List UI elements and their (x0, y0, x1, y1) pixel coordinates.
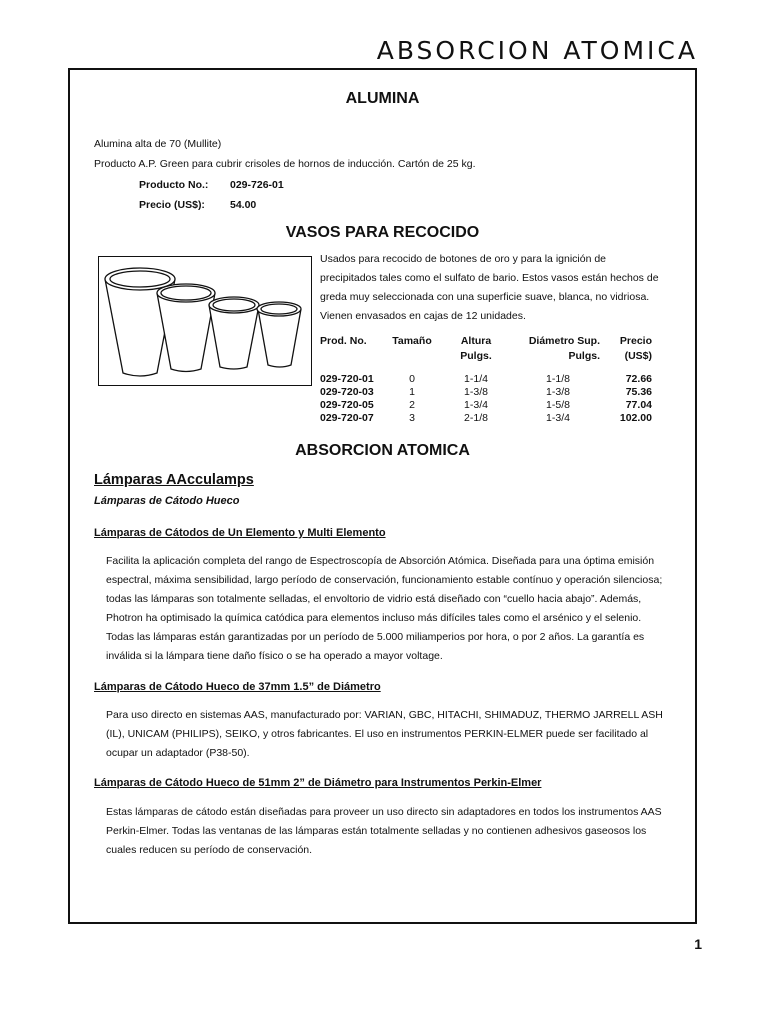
cell-tamano: 3 (409, 411, 415, 424)
lamps-title: Lámparas AAcculamps (94, 472, 254, 488)
col-altura: Altura Pulgs. (460, 335, 492, 362)
content-frame (68, 68, 697, 924)
cell-prod-no: 029-720-03 (320, 385, 374, 398)
cell-altura: 1-3/4 (464, 398, 488, 411)
text-line: Facilita la aplicación completa del rango de Espectroscopía de Absorción Atómica. Diseñada para una óptima emisión (106, 555, 655, 567)
text-line: cuales reducen su período de conservación. (106, 844, 313, 856)
cell-altura: 2-1/8 (464, 411, 488, 424)
product-number-label: Producto No.: (139, 179, 209, 191)
text-line: espectral, máxima sensibilidad, largo período de conservación, funcionamiento estable contínuo y operación silenciosa; (106, 574, 663, 586)
text-line: Photron ha optimisado la química catódica para elementos incluso más difíciles tales como el arsénico y el selenio. (106, 612, 642, 624)
cell-precio: 72.66 (625, 372, 652, 385)
cell-prod-no: 029-720-01 (320, 372, 374, 385)
cell-diametro: 1-1/8 (546, 372, 570, 385)
section-2-title: Lámparas de Cátodo Hueco de 37mm 1.5” de Diámetro (94, 681, 381, 693)
section-1-text (106, 552, 662, 666)
product-number-value: 029-726-01 (230, 179, 284, 191)
cups-icon (99, 257, 311, 385)
cell-altura: 1-3/8 (464, 385, 488, 398)
text-line: Estas lámparas de cátodo están diseñadas para proveer un uso directo sin adaptadores en todos los instrumentos AAS (106, 806, 662, 818)
text-line: ocupar un adaptador (P38-50). (106, 747, 250, 759)
price-value: 54.00 (230, 199, 257, 211)
section-3-title: Lámparas de Cátodo Hueco de 51mm 2” de Diámetro para Instrumentos Perkin-Elmer (94, 777, 542, 789)
absorcion-heading: ABSORCION ATOMICA (295, 442, 470, 459)
text-line: inválida si la lámpara tiene daño físico o se ha operado a mayor voltage. (106, 650, 443, 662)
alumina-line-2: Producto A.P. Green para cubrir crisoles de hornos de inducción. Cartón de 25 kg. (94, 158, 476, 170)
section-1-title: Lámparas de Cátodos de Un Elemento y Multi Elemento (94, 527, 386, 539)
cell-precio: 102.00 (619, 411, 652, 424)
cell-altura: 1-1/4 (464, 372, 488, 385)
cell-precio: 75.36 (625, 385, 652, 398)
cell-prod-no: 029-720-07 (320, 411, 374, 424)
alumina-line-1: Alumina alta de 70 (Mullite) (94, 138, 222, 150)
cell-tamano: 1 (409, 385, 415, 398)
text-line: Todas las lámparas están garantizadas por un período de 5.000 miliamperios por hora, o por 2 años. La garantía es (106, 631, 645, 643)
table-row (320, 372, 652, 385)
cell-prod-no: 029-720-05 (320, 398, 374, 411)
text-line: (IL), UNICAM (PHILIPS), SEIKO, y otros fabricantes. El uso en instrumentos PERKIN-ELMER puede ser facilitado al (106, 728, 649, 740)
col-prod-no: Prod. No. (320, 335, 367, 347)
lamps-subtitle: Lámparas de Cátodo Hueco (94, 495, 240, 507)
vasos-desc-line: Usados para recocido de botones de oro y para la ignición de (320, 253, 607, 265)
cell-diametro: 1-5/8 (546, 398, 570, 411)
section-2-text (106, 706, 663, 763)
page-header-title: ABSORCION ATOMICA (376, 36, 698, 65)
text-line: Para uso directo en sistemas AAS, manufacturado por: VARIAN, GBC, HITACHI, SHIMADUZ, THERMO JARRELL ASH (106, 709, 663, 721)
table-header-row (320, 334, 652, 364)
vasos-heading: VASOS PARA RECOCIDO (285, 224, 480, 241)
cell-tamano: 2 (409, 398, 415, 411)
table-row (320, 411, 652, 424)
section-3-text (106, 803, 662, 860)
col-tamano: Tamaño (392, 335, 432, 347)
price-label: Precio (US$): (139, 199, 205, 211)
cell-precio: 77.04 (625, 398, 652, 411)
cell-diametro: 1-3/4 (546, 411, 570, 424)
vasos-description (320, 250, 659, 326)
text-line: todas las lámparas son totalmente selladas, el envoltorio de vidrio está diseñado con “cuello hacia abajo”. Además, (106, 593, 642, 605)
annealing-cups-illustration (98, 256, 312, 386)
cell-diametro: 1-3/8 (546, 385, 570, 398)
col-diametro: Diámetro Sup. Pulgs. (528, 335, 600, 362)
vasos-desc-line: Vienen envasados en cajas de 12 unidades. (320, 310, 526, 322)
table-row (320, 398, 652, 411)
alumina-heading: ALUMINA (345, 90, 420, 107)
col-precio: Precio (US$) (619, 335, 652, 362)
text-line: Perkin-Elmer. Todas las ventanas de las lámparas están totalmente selladas y no contienen adhesivos gaseosos los (106, 825, 647, 837)
page-number: 1 (694, 936, 702, 952)
vasos-desc-line: precipitados tales como el sulfato de bario. Estos vasos están hechos de (320, 272, 659, 284)
vasos-price-table (320, 334, 652, 424)
table-row (320, 385, 652, 398)
vasos-desc-line: greda muy seleccionada con una superficie suave, blanca, no vidriosa. (320, 291, 650, 303)
cell-tamano: 0 (409, 372, 415, 385)
